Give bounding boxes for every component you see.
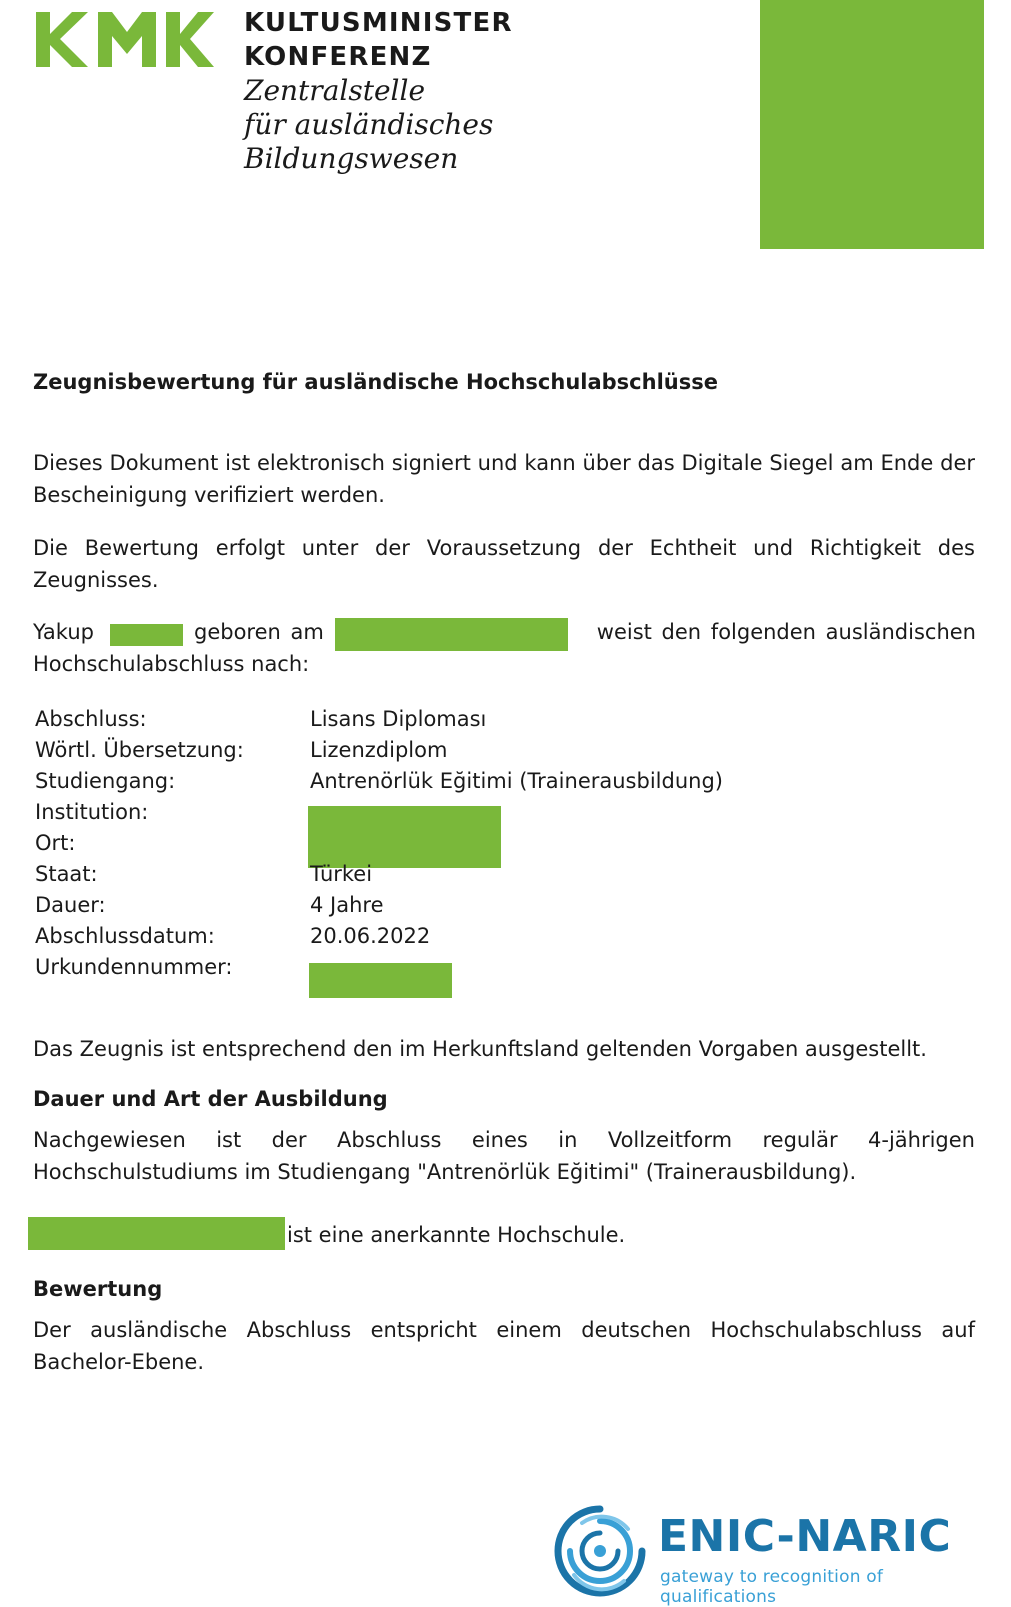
enic-naric-tagline: gateway to recognition of qualifications [660,1567,884,1607]
section-heading-evaluation: Bewertung [33,1277,163,1301]
proves-text-2: Hochschulabschluss nach: [33,652,310,676]
dept-name-line3: Bildungswesen [244,142,459,175]
detail-label: Urkundennummer: [35,955,233,979]
redacted-certificate-number [309,963,452,998]
intro-signed-paragraph: Dieses Dokument ist elektronisch signiert und kann über das Digitale Siegel am Ende der Bescheinigung verifiziert werden. [33,451,975,507]
detail-value: 20.06.2022 [310,924,431,948]
section-heading-duration: Dauer und Art der Ausbildung [33,1087,388,1111]
detail-label: Abschluss: [35,707,147,731]
detail-label: Wörtl. Übersetzung: [35,738,244,762]
redacted-birthdate [335,618,568,651]
enic-naric-logo [552,1503,982,1607]
intro-assumption-paragraph: Die Bewertung erfolgt unter der Voraussetzung der Echtheit und Richtigkeit des Zeugnisses. [33,536,975,592]
redacted-surname [110,624,183,646]
dept-name-line2: für ausländisches [244,108,494,141]
recognized-text: ist eine anerkannte Hochschule. [287,1223,626,1247]
enic-naric-wordmark: ENIC-NARIC [658,1511,952,1562]
proves-text: weist den folgenden ausländischen [596,620,976,644]
holder-first-name: Yakup [33,620,94,644]
detail-value: 4 Jahre [310,893,384,917]
enic-naric-globe-icon [552,1503,648,1599]
detail-value: Türkei [310,862,373,886]
detail-label: Institution: [35,800,149,824]
detail-value: Lisans Diploması [310,707,487,731]
detail-value: Lizenzdiplom [310,738,448,762]
born-text: geboren am [194,620,324,644]
detail-label: Ort: [35,831,76,855]
detail-label: Studiengang: [35,769,176,793]
redacted-institution-name [28,1217,285,1250]
org-name-line1: KULTUSMINISTER [244,8,513,38]
kmk-logo-text [244,6,513,176]
detail-value: Antrenörlük Eğitimi (Trainerausbildung) [310,769,723,793]
detail-label: Dauer: [35,893,106,917]
issued-note: Das Zeugnis ist entsprechend den im Herkunftsland geltenden Vorgaben ausgestellt. [33,1037,927,1061]
detail-label: Staat: [35,862,98,886]
document-title: Zeugnisbewertung für ausländische Hochschulabschlüsse [33,370,718,394]
kmk-logo-icon [36,12,216,67]
detail-label: Abschlussdatum: [35,924,215,948]
evaluation-paragraph: Der ausländische Abschluss entspricht einem deutschen Hochschulabschluss auf Bachelor-Ebene. [33,1318,975,1374]
org-name-line2: KONFERENZ [244,42,432,72]
dept-name-line1: Zentralstelle [244,74,426,107]
header-green-block [760,0,984,249]
duration-paragraph: Nachgewiesen ist der Abschluss eines in Vollzeitform regulär 4-jährigen Hochschulstudiums im Studiengang "Antrenörlük Eğitimi" (Trainerausbildung). [33,1128,975,1184]
